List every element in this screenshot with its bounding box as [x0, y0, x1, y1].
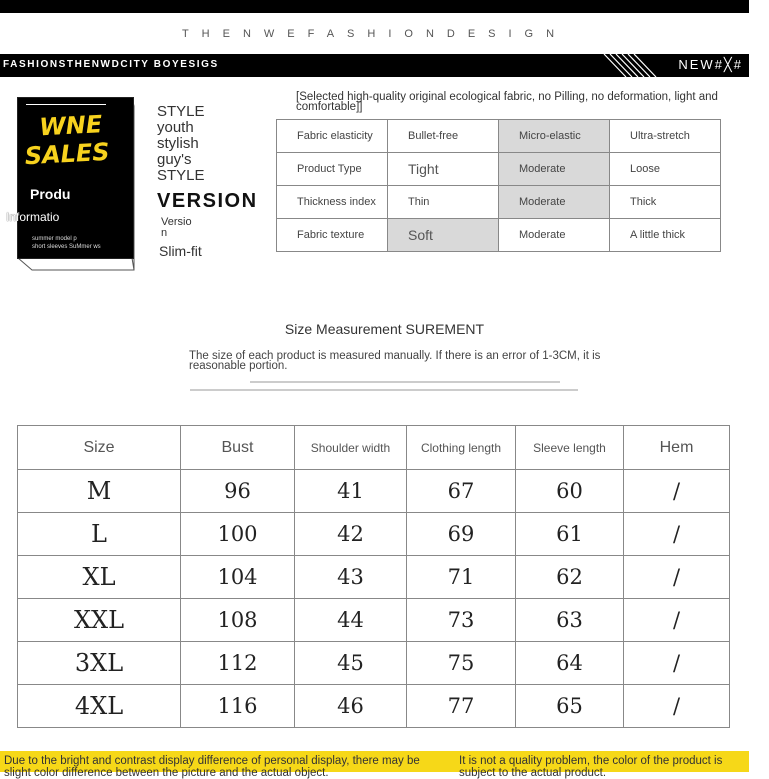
- size-cell: L: [18, 513, 181, 556]
- attribute-label: Thickness index: [277, 186, 388, 219]
- attribute-value: Thin: [388, 186, 499, 219]
- measurement-cell: 46: [295, 685, 407, 728]
- fabric-attributes-table: [276, 119, 721, 252]
- top-black-bar: [0, 0, 749, 13]
- measurement-cell: 61: [516, 513, 624, 556]
- version-small-line-2: n: [161, 227, 168, 239]
- card-info-label: Informatio: [6, 210, 60, 224]
- sales-line-1: WNE: [38, 110, 103, 142]
- measurement-cell: 64: [516, 642, 624, 685]
- attribute-label: Fabric elasticity: [277, 120, 388, 153]
- measurement-cell: 77: [407, 685, 516, 728]
- faint-line: [190, 389, 578, 391]
- attribute-label: Product Type: [277, 153, 388, 186]
- measurement-cell: /: [624, 470, 730, 513]
- card-produ-label: Produ: [30, 186, 71, 202]
- sales-line-2: SALES: [24, 137, 111, 171]
- size-section-title: Size Measurement SUREMENT: [284, 321, 485, 337]
- measurement-cell: 75: [407, 642, 516, 685]
- attribute-value: Ultra-stretch: [610, 120, 721, 153]
- faint-line: [250, 381, 560, 383]
- attribute-value-selected: Moderate: [499, 186, 610, 219]
- measurement-cell: 116: [181, 685, 295, 728]
- measurement-cell: 44: [295, 599, 407, 642]
- version-heading: VERSION: [157, 190, 258, 212]
- attribute-value: Thick: [610, 186, 721, 219]
- measurement-cell: 43: [295, 556, 407, 599]
- attribute-value: Moderate: [499, 219, 610, 252]
- table-row: [18, 513, 730, 556]
- measurement-cell: 63: [516, 599, 624, 642]
- style-word: STYLE: [157, 167, 205, 184]
- measurement-cell: 96: [181, 470, 295, 513]
- attribute-value-selected: Micro-elastic: [499, 120, 610, 153]
- measurement-cell: 69: [407, 513, 516, 556]
- style-word: stylish: [157, 135, 199, 152]
- size-table-header: Shoulder width: [295, 426, 407, 470]
- attribute-value: Bullet-free: [388, 120, 499, 153]
- footer-right-text: It is not a quality problem, the color of the product is subject to the actual product.: [459, 755, 723, 779]
- attribute-row: [277, 120, 721, 153]
- size-cell: XL: [18, 556, 181, 599]
- footer-left-text: Due to the bright and contrast display difference of personal display, there may be slight color difference between the picture and the actual object.: [4, 755, 420, 779]
- attribute-value: Loose: [610, 153, 721, 186]
- table-row: [18, 599, 730, 642]
- slim-fit-label: Slim-fit: [159, 243, 202, 259]
- style-word: youth: [157, 119, 194, 136]
- table-row: [18, 642, 730, 685]
- table-row: [18, 470, 730, 513]
- attribute-value: A little thick: [610, 219, 721, 252]
- style-words: [157, 104, 258, 184]
- attribute-row: [277, 186, 721, 219]
- measurement-cell: 73: [407, 599, 516, 642]
- measurement-cell: 62: [516, 556, 624, 599]
- size-table-header: Sleeve length: [516, 426, 624, 470]
- attribute-label: Fabric texture: [277, 219, 388, 252]
- card-small-text-1: summer model p: [32, 236, 77, 242]
- size-section-note: The size of each product is measured manually. If there is an error of 1-3CM, it is reasonable portion.: [189, 350, 601, 372]
- measurement-cell: /: [624, 642, 730, 685]
- brand-strip-left-text: FASHIONSTHENWDCITY BOYESIGS: [3, 59, 219, 70]
- measurement-cell: 67: [407, 470, 516, 513]
- measurement-cell: 45: [295, 642, 407, 685]
- measurement-cell: 104: [181, 556, 295, 599]
- measurement-cell: /: [624, 556, 730, 599]
- product-card: [6, 98, 133, 258]
- measurement-cell: 108: [181, 599, 295, 642]
- table-row: [18, 685, 730, 728]
- card-small-text-2: short sleeves SuMmer ws: [32, 244, 101, 250]
- measurement-cell: /: [624, 513, 730, 556]
- brand-spaced-title: THENWEFASHIONDESIGN: [181, 28, 568, 40]
- sales-headline: [23, 110, 111, 170]
- measurement-cell: 41: [295, 470, 407, 513]
- size-cell: 3XL: [18, 642, 181, 685]
- measurement-cell: /: [624, 685, 730, 728]
- size-cell: M: [18, 470, 181, 513]
- style-word: STYLE: [157, 103, 205, 120]
- brand-strip: [0, 54, 749, 77]
- version-small-label: [161, 217, 258, 239]
- diagonal-stripes-icon: [600, 54, 660, 77]
- style-word: guy's: [157, 151, 192, 168]
- measurement-cell: 42: [295, 513, 407, 556]
- measurement-cell: 60: [516, 470, 624, 513]
- measurement-cell: 71: [407, 556, 516, 599]
- measurement-cell: 65: [516, 685, 624, 728]
- attribute-value-selected: Moderate: [499, 153, 610, 186]
- size-cell: XXL: [18, 599, 181, 642]
- measurement-cell: 112: [181, 642, 295, 685]
- attribute-value-selected: Soft: [388, 219, 499, 252]
- fabric-note: [Selected high-quality original ecological fabric, no Pilling, no deformation, light and comfortable]]: [296, 91, 718, 113]
- style-block: [157, 104, 258, 259]
- size-cell: 4XL: [18, 685, 181, 728]
- brand-strip-right-text: NEW#╳#: [678, 57, 743, 72]
- table-row: [18, 556, 730, 599]
- size-table-header: Hem: [624, 426, 730, 470]
- color-disclaimer-footer: [0, 751, 749, 779]
- measurement-cell: /: [624, 599, 730, 642]
- attribute-row: [277, 153, 721, 186]
- size-table-header: Size: [18, 426, 181, 470]
- measurement-cell: 100: [181, 513, 295, 556]
- size-table-header: Clothing length: [407, 426, 516, 470]
- size-measurement-table: [17, 425, 730, 728]
- size-table-header: Bust: [181, 426, 295, 470]
- card-top-rule: [26, 104, 106, 105]
- version-small-line-1: Versio: [161, 216, 192, 228]
- attribute-value: Tight: [388, 153, 499, 186]
- attribute-row: [277, 219, 721, 252]
